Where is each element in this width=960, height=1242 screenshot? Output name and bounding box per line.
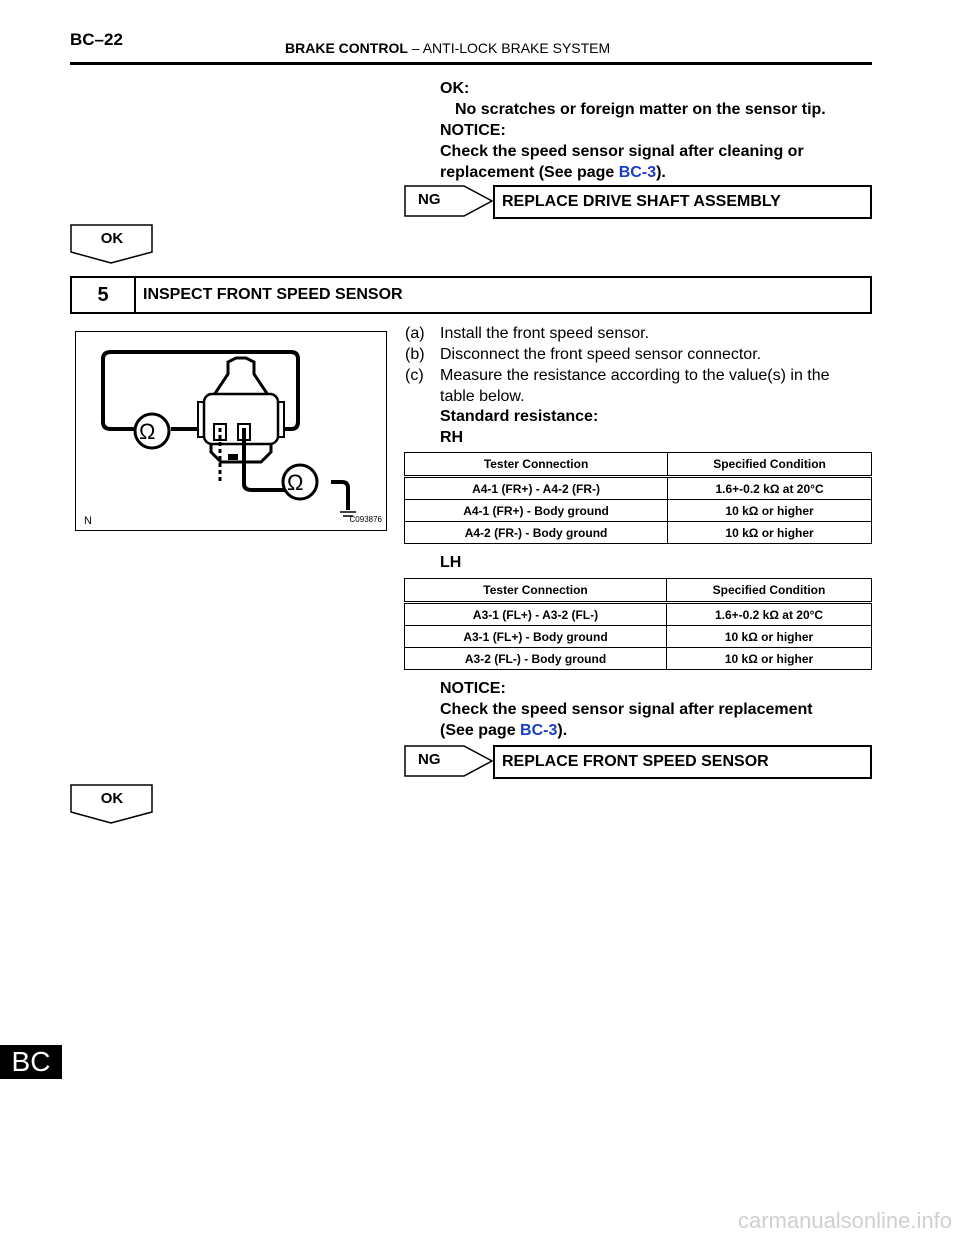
step-header <box>70 276 872 314</box>
table-row <box>405 603 872 626</box>
table-header-row <box>405 579 872 603</box>
ng-label: NG <box>418 191 441 208</box>
table-cell: A3-2 (FL-) - Body ground <box>405 648 667 670</box>
ng-label: NG <box>418 751 441 768</box>
instruction-b: Disconnect the front speed sensor connector. <box>440 346 762 363</box>
ok-flow-label: OK <box>100 230 124 247</box>
table-cell: 1.6+-0.2 kΩ at 20°C <box>668 477 872 500</box>
instruction-c-marker: (c) <box>405 367 424 384</box>
notice-text-end: ). <box>557 722 568 739</box>
lh-spec-table <box>404 578 872 670</box>
page-link-bc3[interactable]: BC-3 <box>520 722 558 739</box>
table-cell: 10 kΩ or higher <box>667 626 872 648</box>
table-header: Specified Condition <box>668 453 872 477</box>
watermark: carmanualsonline.info <box>737 1208 952 1233</box>
instruction-a-marker: (a) <box>405 325 425 342</box>
instruction-c: Measure the resistance according to the value(s) in the <box>440 367 830 384</box>
lh-label: LH <box>440 554 462 571</box>
step-title: INSPECT FRONT SPEED SENSOR <box>143 286 403 303</box>
ok-flow-label: OK <box>100 790 124 807</box>
table-header: Specified Condition <box>667 579 872 603</box>
header-title <box>285 40 610 56</box>
rh-label: RH <box>440 429 464 446</box>
figure-corner-label: N <box>84 515 92 527</box>
section-tab: BC <box>0 1045 62 1079</box>
notice-line-1: Check the speed sensor signal after replacement <box>440 701 813 718</box>
standard-label: Standard resistance: <box>440 408 599 425</box>
table-cell: 10 kΩ or higher <box>668 522 872 544</box>
ng-result-box: REPLACE FRONT SPEED SENSOR <box>493 745 872 779</box>
connector-figure <box>75 331 387 531</box>
table-cell: 10 kΩ or higher <box>667 648 872 670</box>
notice-line-2 <box>440 162 666 183</box>
table-cell: A3-1 (FL+) - A3-2 (FL-) <box>405 603 667 626</box>
table-cell: A4-1 (FR+) - A4-2 (FR-) <box>405 477 668 500</box>
figure-code: C093876 <box>349 515 382 524</box>
instruction-b-marker: (b) <box>405 346 425 363</box>
notice-text: replacement (See page <box>440 164 619 181</box>
header-dash: – <box>407 40 423 56</box>
table-row <box>405 648 872 670</box>
ohm-icon: Ω <box>139 419 156 444</box>
table-cell: A3-1 (FL+) - Body ground <box>405 626 667 648</box>
table-cell: 1.6+-0.2 kΩ at 20°C <box>667 603 872 626</box>
table-header-row <box>405 453 872 477</box>
notice-text: (See page <box>440 722 521 739</box>
header-subsection: ANTI-LOCK BRAKE SYSTEM <box>422 40 611 56</box>
notice-label: NOTICE: <box>440 680 506 697</box>
table-header: Tester Connection <box>405 453 668 477</box>
page-number: BC–22 <box>70 30 123 49</box>
page-link-bc3[interactable]: BC-3 <box>618 164 657 181</box>
header-rule <box>70 62 872 65</box>
connector-diagram <box>76 332 386 530</box>
ng-result-box: REPLACE DRIVE SHAFT ASSEMBLY <box>493 185 872 219</box>
table-row <box>405 500 872 522</box>
ok-text: No scratches or foreign matter on the sensor tip. <box>455 101 826 118</box>
notice-text-end: ). <box>656 164 666 181</box>
table-cell: A4-2 (FR-) - Body ground <box>405 522 668 544</box>
table-row <box>405 522 872 544</box>
table-header: Tester Connection <box>405 579 667 603</box>
header-section: BRAKE CONTROL <box>285 40 408 56</box>
table-row <box>405 626 872 648</box>
table-row <box>405 477 872 500</box>
rh-spec-table <box>404 452 872 544</box>
instruction-a: Install the front speed sensor. <box>440 325 650 342</box>
ohm-icon: Ω <box>287 470 304 495</box>
notice-label: NOTICE: <box>440 122 506 139</box>
table-cell: A4-1 (FR+) - Body ground <box>405 500 668 522</box>
step-number: 5 <box>72 278 136 312</box>
table-cell: 10 kΩ or higher <box>668 500 872 522</box>
ok-label: OK: <box>440 80 470 97</box>
notice-line-2 <box>440 720 567 741</box>
instruction-c-cont: table below. <box>440 388 525 405</box>
notice-line-1: Check the speed sensor signal after cleaning or <box>440 143 804 160</box>
